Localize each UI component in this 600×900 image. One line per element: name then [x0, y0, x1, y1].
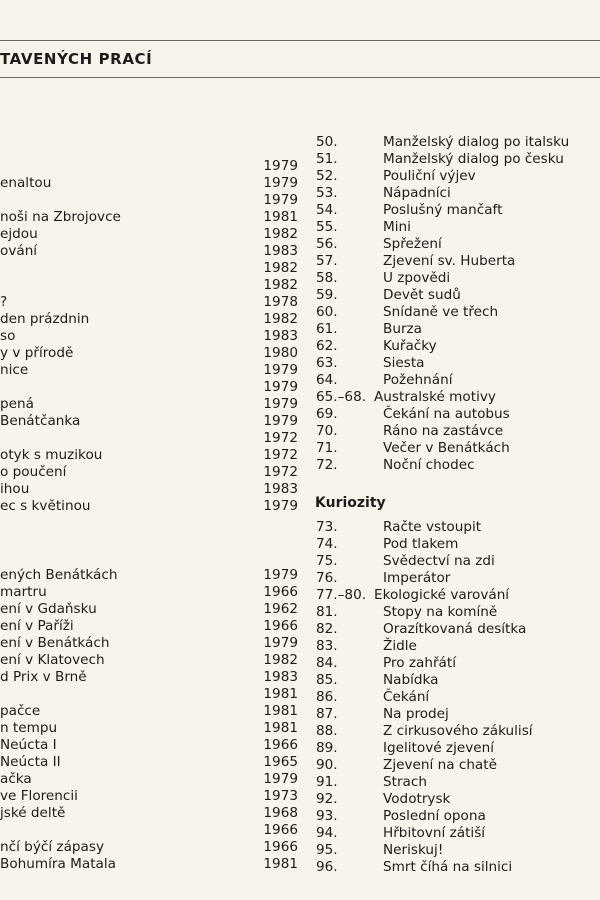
work-number: 58. — [316, 270, 338, 286]
work-year: 1982 — [263, 260, 298, 276]
work-title: Poslušný mančaft — [383, 202, 503, 218]
work-number: 87. — [316, 706, 338, 722]
work-number: 62. — [316, 338, 338, 354]
header-rule-bottom — [0, 77, 600, 78]
work-year: 1983 — [263, 481, 298, 497]
work-title: ? — [0, 294, 8, 310]
work-title: Račte vstoupit — [383, 519, 482, 535]
work-title: ve Florencii — [0, 788, 78, 804]
work-number: 59. — [316, 287, 338, 303]
work-title: o poučení — [0, 464, 67, 480]
work-year: 1982 — [263, 652, 298, 668]
work-year: 1979 — [263, 192, 298, 208]
work-title: Večer v Benátkách — [383, 440, 510, 456]
work-title: Na prodej — [383, 706, 449, 722]
work-year: 1972 — [263, 447, 298, 463]
work-number: 70. — [316, 423, 338, 439]
work-number: 85. — [316, 672, 338, 688]
work-number: 53. — [316, 185, 338, 201]
work-year: 1968 — [263, 805, 298, 821]
work-year: 1983 — [263, 243, 298, 259]
work-title: Stopy na komíně — [383, 604, 498, 620]
work-number: 83. — [316, 638, 338, 654]
work-year: 1980 — [263, 345, 298, 361]
work-title: ihou — [0, 481, 30, 497]
work-number: 89. — [316, 740, 338, 756]
work-title: U zpovědi — [383, 270, 451, 286]
work-title: ačka — [0, 771, 32, 787]
work-year: 1966 — [263, 584, 298, 600]
work-title: Nápadníci — [383, 185, 451, 201]
work-year: 1979 — [263, 771, 298, 787]
work-title: ejdou — [0, 226, 38, 242]
work-title: y v přírodě — [0, 345, 74, 361]
work-title: otyk s muzikou — [0, 447, 103, 463]
work-year: 1966 — [263, 618, 298, 634]
work-title: Nabídka — [383, 672, 439, 688]
work-title: ování — [0, 243, 38, 259]
work-year: 1972 — [263, 464, 298, 480]
work-title: Igelitové zjevení — [383, 740, 495, 756]
work-number: 73. — [316, 519, 338, 535]
work-title: Snídaně ve třech — [383, 304, 499, 320]
work-year: 1979 — [263, 498, 298, 514]
work-number: 57. — [316, 253, 338, 269]
work-number: 60. — [316, 304, 338, 320]
work-number: 92. — [316, 791, 338, 807]
work-title: Noční chodec — [383, 457, 475, 473]
work-number: 91. — [316, 774, 338, 790]
work-year: 1966 — [263, 737, 298, 753]
work-title: Židle — [383, 638, 417, 654]
work-title: Neúcta II — [0, 754, 61, 770]
work-title: nice — [0, 362, 29, 378]
work-title: Spřežení — [383, 236, 442, 252]
work-title: pačce — [0, 703, 41, 719]
work-title: Strach — [383, 774, 427, 790]
work-title: Pro zahřátí — [383, 655, 456, 671]
work-title: d Prix v Brně — [0, 669, 87, 685]
work-title: Poslední opona — [383, 808, 486, 824]
work-year: 1962 — [263, 601, 298, 617]
work-title: Benátčanka — [0, 413, 81, 429]
work-title: Čekání na autobus — [383, 406, 510, 422]
work-year: 1979 — [263, 158, 298, 174]
work-title: Ráno na zastávce — [383, 423, 504, 439]
work-number: 52. — [316, 168, 338, 184]
work-number: 55. — [316, 219, 338, 235]
work-title: Hřbitovní zátiší — [383, 825, 486, 841]
work-year: 1981 — [263, 703, 298, 719]
work-year: 1981 — [263, 856, 298, 872]
work-year: 1983 — [263, 669, 298, 685]
work-title: ených Benátkách — [0, 567, 118, 583]
work-title: ení v Paříži — [0, 618, 74, 634]
work-number: 50. — [316, 134, 338, 150]
work-title: Manželský dialog po italsku — [383, 134, 570, 150]
work-title: martru — [0, 584, 47, 600]
work-title: noši na Zbrojovce — [0, 209, 121, 225]
work-number: 84. — [316, 655, 338, 671]
work-number: 81. — [316, 604, 338, 620]
work-year: 1983 — [263, 328, 298, 344]
work-year: 1982 — [263, 311, 298, 327]
work-year: 1979 — [263, 413, 298, 429]
work-title: Neriskuj! — [383, 842, 444, 858]
section-title-kuriozity: Kuriozity — [315, 495, 386, 511]
work-title: den prázdnin — [0, 311, 90, 327]
work-number: 56. — [316, 236, 338, 252]
work-number: 61. — [316, 321, 338, 337]
work-title: Manželský dialog po česku — [383, 151, 564, 167]
work-title: Pod tlakem — [383, 536, 459, 552]
work-number: 51. — [316, 151, 338, 167]
work-number: 64. — [316, 372, 338, 388]
work-title: Devět sudů — [383, 287, 461, 303]
work-number: 76. — [316, 570, 338, 586]
work-title: Australské motivy — [374, 389, 496, 405]
work-title: Čekání — [383, 689, 430, 705]
work-year: 1982 — [263, 277, 298, 293]
work-title: Z cirkusového zákulisí — [383, 723, 533, 739]
work-title: ení v Klatovech — [0, 652, 105, 668]
work-year: 1979 — [263, 379, 298, 395]
header-rule-top — [0, 40, 600, 41]
work-title: nčí býčí zápasy — [0, 839, 104, 855]
work-title: Svědectví na zdi — [383, 553, 495, 569]
work-number: 65.–68. — [316, 389, 367, 405]
work-title: so — [0, 328, 16, 344]
work-number: 82. — [316, 621, 338, 637]
work-title: Smrt číhá na silnici — [383, 859, 513, 875]
work-title: Siesta — [383, 355, 425, 371]
work-number: 77.–80. — [316, 587, 367, 603]
work-number: 88. — [316, 723, 338, 739]
work-title: Burza — [383, 321, 422, 337]
work-number: 75. — [316, 553, 338, 569]
work-number: 72. — [316, 457, 338, 473]
work-title: Mini — [383, 219, 411, 235]
work-number: 94. — [316, 825, 338, 841]
work-year: 1965 — [263, 754, 298, 770]
work-title: jské deltě — [0, 805, 66, 821]
work-title: ení v Benátkách — [0, 635, 110, 651]
work-number: 74. — [316, 536, 338, 552]
work-title: Kuřačky — [383, 338, 437, 354]
work-title: Orazítkovaná desítka — [383, 621, 527, 637]
work-title: Neúcta I — [0, 737, 57, 753]
work-year: 1979 — [263, 567, 298, 583]
work-year: 1981 — [263, 209, 298, 225]
work-title: Zjevení na chatě — [383, 757, 497, 773]
work-year: 1979 — [263, 175, 298, 191]
work-title: ení v Gdaňsku — [0, 601, 97, 617]
work-title: ec s květinou — [0, 498, 91, 514]
work-title: Požehnání — [383, 372, 453, 388]
work-title: enaltou — [0, 175, 52, 191]
work-title: Zjevení sv. Huberta — [383, 253, 516, 269]
work-number: 93. — [316, 808, 338, 824]
work-title: Ekologické varování — [374, 587, 510, 603]
work-number: 71. — [316, 440, 338, 456]
work-number: 96. — [316, 859, 338, 875]
work-year: 1966 — [263, 822, 298, 838]
work-number: 63. — [316, 355, 338, 371]
work-title: n tempu — [0, 720, 58, 736]
work-title: Vodotrysk — [383, 791, 451, 807]
work-title: pená — [0, 396, 34, 412]
work-year: 1966 — [263, 839, 298, 855]
work-year: 1981 — [263, 720, 298, 736]
work-year: 1979 — [263, 635, 298, 651]
work-title: Imperátor — [383, 570, 451, 586]
page-header-title: TAVENÝCH PRACÍ — [0, 50, 153, 68]
work-year: 1972 — [263, 430, 298, 446]
work-number: 69. — [316, 406, 338, 422]
work-number: 54. — [316, 202, 338, 218]
work-number: 95. — [316, 842, 338, 858]
work-number: 90. — [316, 757, 338, 773]
work-year: 1981 — [263, 686, 298, 702]
work-number: 86. — [316, 689, 338, 705]
work-year: 1973 — [263, 788, 298, 804]
work-title: Pouliční výjev — [383, 168, 476, 184]
work-year: 1982 — [263, 226, 298, 242]
work-year: 1979 — [263, 396, 298, 412]
work-year: 1979 — [263, 362, 298, 378]
work-year: 1978 — [263, 294, 298, 310]
work-title: Bohumíra Matala — [0, 856, 116, 872]
